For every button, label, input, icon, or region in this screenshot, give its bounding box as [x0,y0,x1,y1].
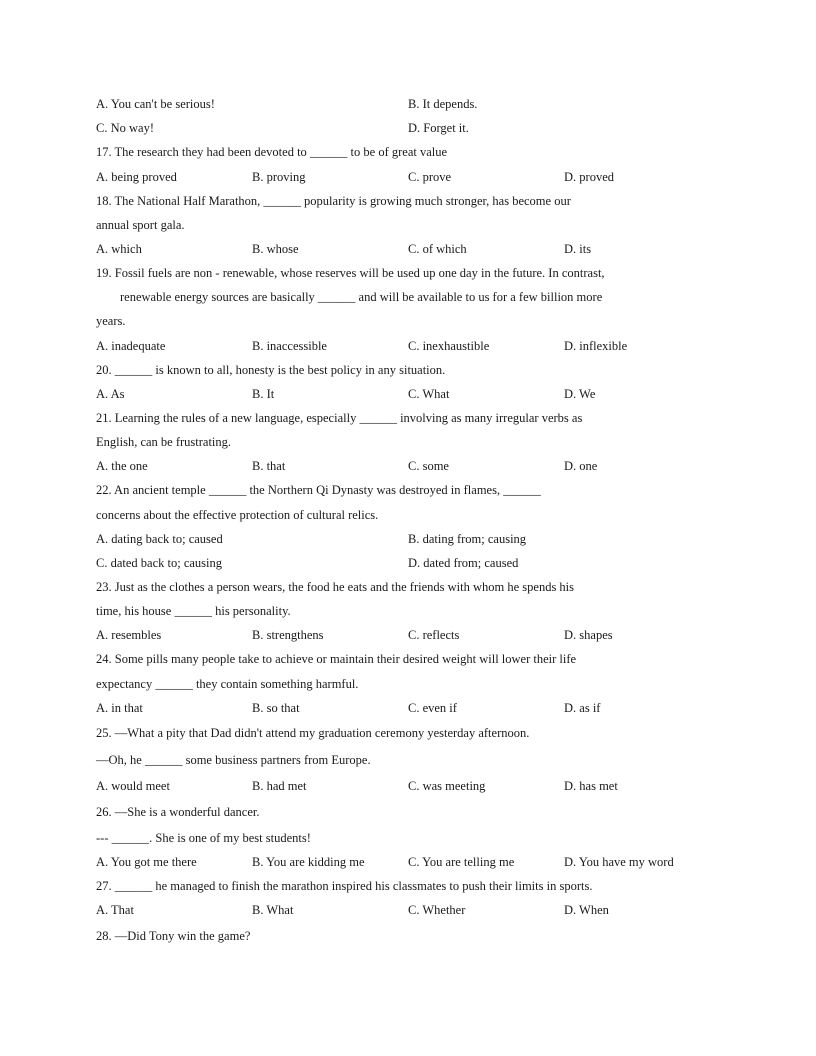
q26-option-d: D. You have my word [564,855,674,869]
q26-stem-line-2: --- ______. She is one of my best students! [96,831,311,845]
q17-stem: 17. The research they had been devoted to ______ to be of great value [96,145,448,159]
q18-option-b: B. whose [252,242,299,256]
q25-stem-line-2: —Oh, he ______ some business partners from Europe. [96,753,371,767]
q24-stem-line-2: expectancy ______ they contain something harmful. [96,677,359,691]
q16-option-d: D. Forget it. [408,121,469,135]
q18-option-c: C. of which [408,242,467,256]
q25-option-c: C. was meeting [408,779,486,793]
q19-stem-line-3: years. [96,314,126,328]
q23-option-b: B. strengthens [252,628,324,642]
q18-option-a: A. which [96,242,142,256]
q28-stem: 28. —Did Tony win the game? [96,929,251,943]
q27-option-d: D. When [564,903,609,917]
q20-stem: 20. ______ is known to all, honesty is the best policy in any situation. [96,363,446,377]
q22-option-b: B. dating from; causing [408,532,527,546]
q19-option-d: D. inflexible [564,339,628,353]
q19-option-b: B. inaccessible [252,339,327,353]
q21-option-a: A. the one [96,459,148,473]
q19-option-c: C. inexhaustible [408,339,490,353]
q17-option-d: D. proved [564,170,614,184]
q24-option-d: D. as if [564,701,601,715]
q20-option-c: C. What [408,387,450,401]
q19-stem-line-2: renewable energy sources are basically ______ and will be available to us for a few billion more [120,290,603,304]
q21-stem-line-2: English, can be frustrating. [96,435,232,449]
q21-stem-line-1: 21. Learning the rules of a new language, especially ______ involving as many irregular verbs as [96,411,583,425]
q17-option-b: B. proving [252,170,306,184]
q23-option-a: A. resembles [96,628,162,642]
q19-option-a: A. inadequate [96,339,166,353]
q22-stem-line-2: concerns about the effective protection of cultural relics. [96,508,379,522]
q26-option-b: B. You are kidding me [252,855,365,869]
q17-option-a: A. being proved [96,170,177,184]
q20-option-a: A. As [96,387,125,401]
q27-option-b: B. What [252,903,294,917]
q25-option-a: A. would meet [96,779,170,793]
q25-option-b: B. had met [252,779,307,793]
q26-stem-line-1: 26. —She is a wonderful dancer. [96,805,260,819]
q24-stem-line-1: 24. Some pills many people take to achieve or maintain their desired weight will lower their life [96,652,577,666]
q24-option-c: C. even if [408,701,457,715]
q23-stem-line-2: time, his house ______ his personality. [96,604,291,618]
q16-option-a: A. You can't be serious! [96,97,215,111]
q18-option-d: D. its [564,242,592,256]
q21-option-d: D. one [564,459,598,473]
q23-stem-line-1: 23. Just as the clothes a person wears, the food he eats and the friends with whom he spends his [96,580,575,594]
q23-option-d: D. shapes [564,628,613,642]
q19-stem-line-1: 19. Fossil fuels are non - renewable, whose reserves will be used up one day in the future. In contrast, [96,266,605,280]
q22-stem-line-1: 22. An ancient temple ______ the Northern Qi Dynasty was destroyed in flames, ______ [96,483,541,497]
q16-option-b: B. It depends. [408,97,478,111]
q25-option-d: D. has met [564,779,618,793]
q27-option-c: C. Whether [408,903,466,917]
q26-option-a: A. You got me there [96,855,197,869]
q22-option-c: C. dated back to; causing [96,556,223,570]
q24-option-b: B. so that [252,701,300,715]
q22-option-d: D. dated from; caused [408,556,519,570]
q17-option-c: C. prove [408,170,452,184]
q27-option-a: A. That [96,903,134,917]
q21-option-c: C. some [408,459,449,473]
q23-option-c: C. reflects [408,628,460,642]
q16-option-c: C. No way! [96,121,154,135]
q22-option-a: A. dating back to; caused [96,532,223,546]
q20-option-d: D. We [564,387,596,401]
q18-stem-line-2: annual sport gala. [96,218,185,232]
q24-option-a: A. in that [96,701,143,715]
q27-stem: 27. ______ he managed to finish the marathon inspired his classmates to push their limits in sports. [96,879,593,893]
q18-stem-line-1: 18. The National Half Marathon, ______ popularity is growing much stronger, has become our [96,194,571,208]
q20-option-b: B. It [252,387,275,401]
q25-stem-line-1: 25. —What a pity that Dad didn't attend my graduation ceremony yesterday afternoon. [96,726,530,740]
q26-option-c: C. You are telling me [408,855,515,869]
q21-option-b: B. that [252,459,286,473]
